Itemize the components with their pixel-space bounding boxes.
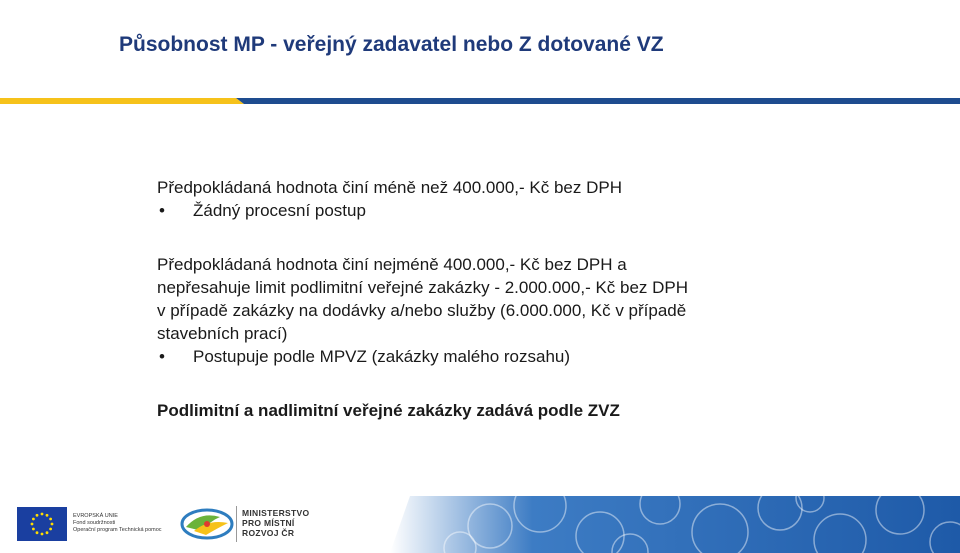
footer-decoration	[300, 496, 960, 553]
eu-line-2: Fond soudržnosti	[73, 520, 116, 526]
slide-title: Působnost MP - veřejný zadavatel nebo Z dotované VZ	[119, 33, 664, 56]
section1-text: Předpokládaná hodnota činí méně než 400.000,- Kč bez DPH	[157, 178, 622, 197]
ministry-line-3: ROZVOJ ČR	[242, 528, 295, 538]
section2-line-3: v případě zakázky na dodávky a/nebo služby (6.000.000, Kč v případě	[157, 301, 687, 320]
section1-bullet	[157, 199, 817, 222]
slide-body	[157, 176, 817, 422]
section2-line-2: nepřesahuje limit podlimitní veřejné zakázky - 2.000.000,- Kč bez DPH	[157, 278, 689, 297]
section2-bullet-text: Postupuje podle MPVZ (zakázky malého rozsahu)	[193, 347, 571, 366]
bullet-icon: •	[159, 201, 165, 220]
eu-line-1: EVROPSKÁ UNIE	[73, 513, 118, 519]
ministry-line-2: PRO MÍSTNÍ	[242, 518, 295, 528]
eu-line-3: Operační program Technická pomoc	[73, 527, 162, 533]
ministry-line-1: MINISTERSTVO	[242, 508, 310, 518]
section1-bullet-text: Žádný procesní postup	[193, 201, 366, 220]
eu-flag-icon	[17, 507, 67, 541]
eu-program-text	[73, 513, 173, 534]
header-divider	[0, 96, 960, 106]
bullet-icon: •	[159, 347, 165, 366]
section2-bullet	[157, 345, 817, 368]
section2-line-4: stavebních prací)	[157, 324, 288, 343]
section3-text: Podlimitní a nadlimitní veřejné zakázky zadává podle ZVZ	[157, 401, 620, 420]
ministry-separator	[236, 506, 237, 542]
ministry-logo-icon	[180, 507, 234, 541]
section2-line-1: Předpokládaná hodnota činí nejméně 400.000,- Kč bez DPH a	[157, 255, 627, 274]
